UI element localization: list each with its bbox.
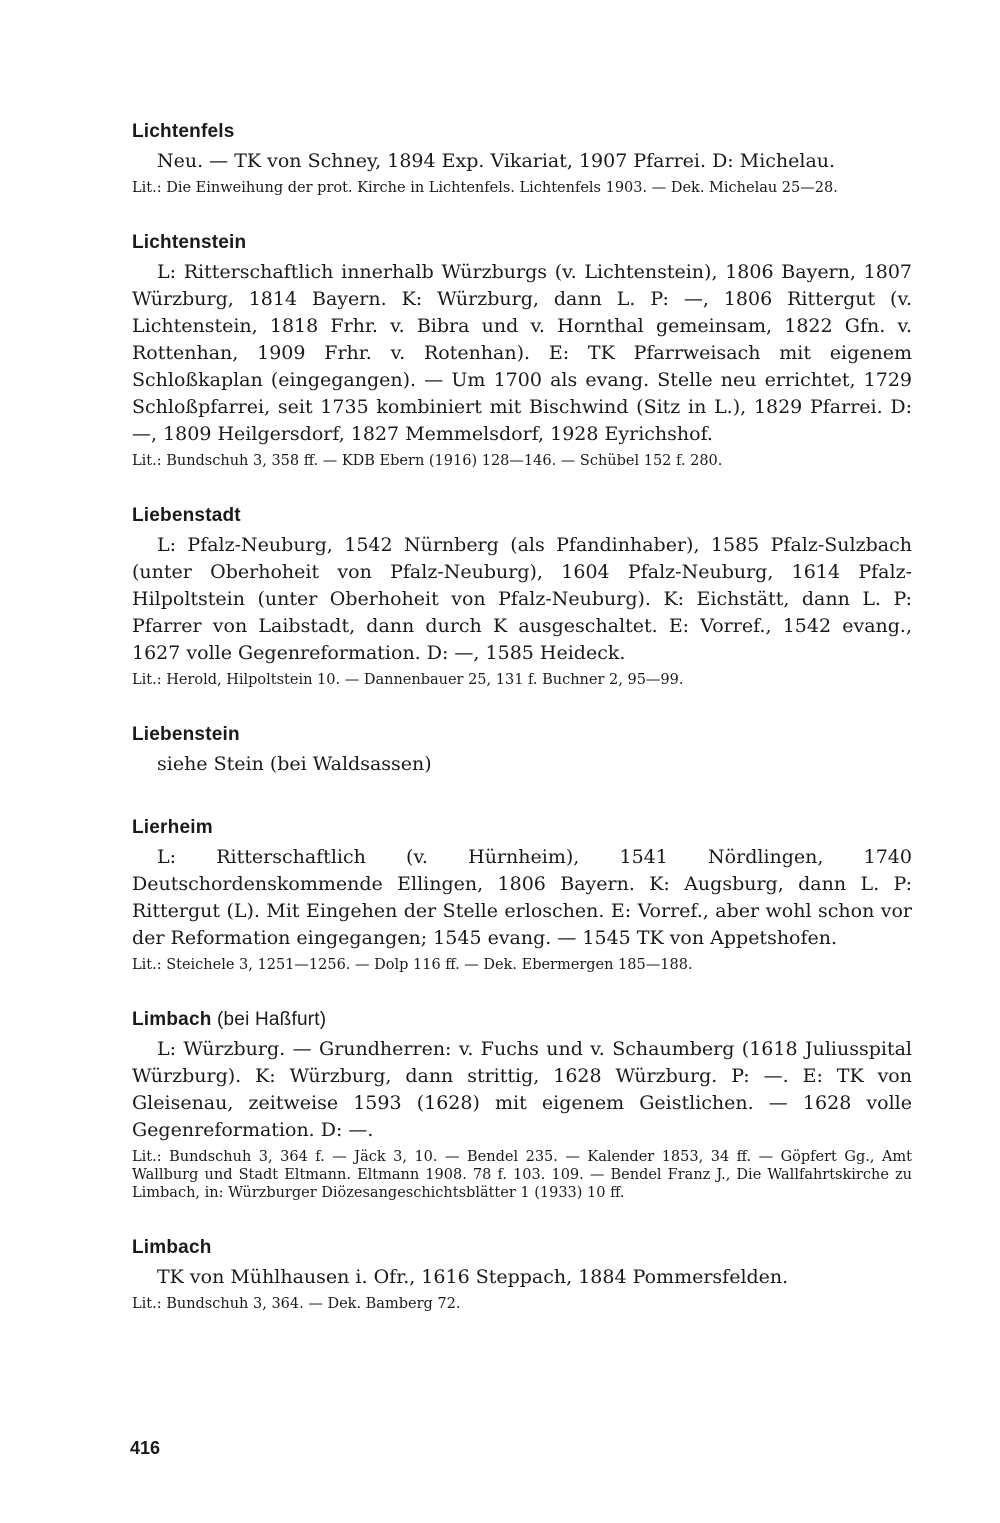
page-content	[132, 120, 912, 1313]
entry-heading-sub: (bei Haßfurt)	[217, 1009, 327, 1030]
entry-literature: Lit.: Herold, Hilpoltstein 10. — Dannenbauer 25, 131 f. Buchner 2, 95—99.	[132, 672, 684, 688]
entry-body: siehe Stein (bei Waldsassen)	[157, 753, 432, 775]
entry-liebenstein	[132, 723, 912, 778]
entry-body: L: Pfalz-Neuburg, 1542 Nürnberg (als Pfandinhaber), 1585 Pfalz-Sulzbach (unter Oberhoheit von Pfalz-Neuburg), 1604 Pfalz-Neuburg, 1614 Pfalz-Hilpoltstein (unter Oberhoheit von Pfalz-Neuburg). K: Eichstätt, dann L. P: Pfarrer von Laibstadt, dann durch K ausgeschaltet. E: Vorref., 1542 evang., 1627 volle Gegenreformation. D: —, 1585 Heideck.	[132, 534, 912, 664]
entry-literature: Lit.: Bundschuh 3, 358 ff. — KDB Ebern (1916) 128—146. — Schübel 152 f. 280.	[132, 453, 723, 469]
entry-heading-main: Limbach	[132, 1009, 212, 1030]
entry-lichtenstein	[132, 231, 912, 470]
entry-heading: Lichtenstein	[132, 232, 247, 253]
entry-literature: Lit.: Steichele 3, 1251—1256. — Dolp 116 ff. — Dek. Ebermergen 185—188.	[132, 957, 693, 973]
entry-body: Neu. — TK von Schney, 1894 Exp. Vikariat, 1907 Pfarrei. D: Michelau.	[157, 150, 836, 172]
entry-literature: Lit.: Bundschuh 3, 364 f. — Jäck 3, 10. — Bendel 235. — Kalender 1853, 34 ff. — Göpfert Gg., Amt Wallburg und Stadt Eltmann. Eltmann 1908. 78 f. 103. 109. — Bendel Franz J., Die Wallfahrtskirche zu Limbach, in: Würzburger Diözesangeschichtsblätter 1 (1933) 10 ff.	[132, 1149, 912, 1201]
entry-literature: Lit.: Bundschuh 3, 364. — Dek. Bamberg 72.	[132, 1296, 461, 1312]
entry-lichtenfels	[132, 120, 912, 197]
entry-limbach	[132, 1236, 912, 1313]
entry-heading: Lichtenfels	[132, 121, 235, 142]
entry-body: L: Würzburg. — Grundherren: v. Fuchs und v. Schaumberg (1618 Juliusspital Würzburg). K: Würzburg, dann strittig, 1628 Würzburg. P: —. E: TK von Gleisenau, zeitweise 1593 (1628) mit eigenem Geistlichen. — 1628 volle Gegenreformation. D: —.	[132, 1038, 912, 1141]
entry-heading: Limbach	[132, 1237, 212, 1258]
entry-liebenstadt	[132, 504, 912, 689]
entry-heading	[132, 1008, 912, 1032]
entry-heading: Liebenstein	[132, 724, 240, 745]
page-number: 416	[130, 1438, 161, 1458]
entry-heading: Liebenstadt	[132, 505, 241, 526]
entry-heading: Lierheim	[132, 817, 213, 838]
entry-literature: Lit.: Die Einweihung der prot. Kirche in Lichtenfels. Lichtenfels 1903. — Dek. Michelau 25—28.	[132, 180, 838, 196]
entry-body: L: Ritterschaftlich innerhalb Würzburgs (v. Lichtenstein), 1806 Bayern, 1807 Würzburg, 1814 Bayern. K: Würzburg, dann L. P: —, 1806 Rittergut (v. Lichtenstein, 1818 Frhr. v. Bibra und v. Hornthal gemeinsam, 1822 Gfn. v. Rottenhan, 1909 Frhr. v. Rotenhan). E: TK Pfarrweisach mit eigenem Schloßkaplan (eingegangen). — Um 1700 als evang. Stelle neu errichtet, 1729 Schloßpfarrei, seit 1735 kombiniert mit Bischwind (Sitz in L.), 1829 Pfarrei. D: —, 1809 Heilgersdorf, 1827 Memmelsdorf, 1928 Eyrichshof.	[132, 261, 912, 445]
entry-lierheim	[132, 816, 912, 974]
entry-body: TK von Mühlhausen i. Ofr., 1616 Steppach, 1884 Pommersfelden.	[157, 1266, 789, 1288]
entry-limbach-hassfurt	[132, 1008, 912, 1202]
entry-body: L: Ritterschaftlich (v. Hürnheim), 1541 Nördlingen, 1740 Deutschordenskommende Ellingen, 1806 Bayern. K: Augsburg, dann L. P: Rittergut (L). Mit Eingehen der Stelle erloschen. E: Vorref., aber wohl schon vor der Reformation eingegangen; 1545 evang. — 1545 TK von Appetshofen.	[132, 846, 912, 949]
